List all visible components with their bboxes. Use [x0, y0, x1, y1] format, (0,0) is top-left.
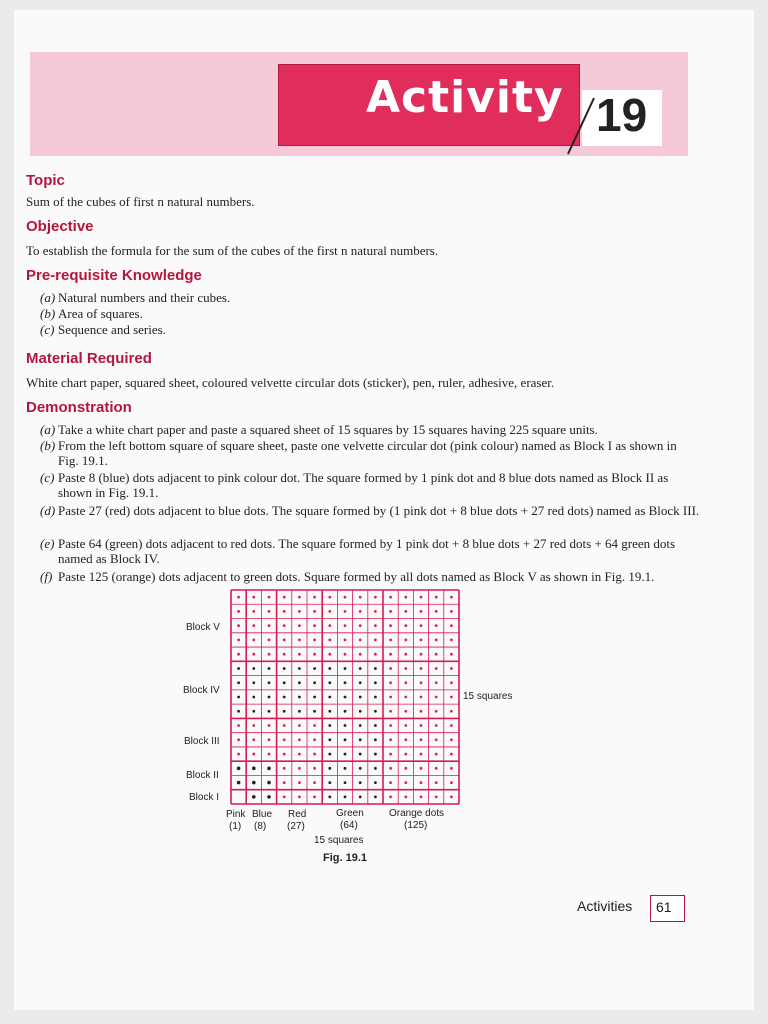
grid-dot — [420, 781, 423, 784]
grid-dot — [450, 667, 453, 670]
grid-dot — [404, 795, 407, 798]
list-item: (c) Paste 8 (blue) dots adjacent to pink colour dot. The square formed by 1 pink dot and 8 blue dots named as Block II as shown in Fig. 19.1. — [40, 470, 669, 500]
grid-dot — [374, 753, 377, 756]
grid-dot — [283, 781, 286, 784]
grid-dot — [268, 753, 271, 756]
grid-dot — [313, 767, 316, 770]
grid-dot — [283, 639, 286, 642]
grid-dot — [283, 624, 286, 627]
grid-dot — [344, 753, 347, 756]
grid-dot — [252, 610, 255, 613]
grid-dot — [313, 696, 316, 699]
grid-dot — [404, 624, 407, 627]
grid-dot — [313, 795, 316, 798]
grid-dot — [450, 596, 453, 599]
grid-dot — [435, 667, 438, 670]
grid-dot — [435, 753, 438, 756]
grid-dot — [435, 624, 438, 627]
objective-text: To establish the formula for the sum of the cubes of the first n natural numbers. — [26, 243, 439, 258]
color-count: (125) — [404, 820, 428, 831]
grid-dot — [404, 639, 407, 642]
grid-dot — [450, 653, 453, 656]
list-item: (c) Sequence and series. — [40, 322, 166, 337]
grid-dot — [374, 696, 377, 699]
grid-dot — [237, 724, 240, 727]
grid-dot — [404, 753, 407, 756]
grid-dot — [328, 639, 331, 642]
list-item: (b) From the left bottom square of square sheet, paste one velvette circular dot (pink colour) named as Block I as shown in Fig. 19.1. — [40, 438, 677, 468]
grid-dot — [359, 639, 362, 642]
material-heading: Material Required — [26, 350, 152, 367]
grid-dot — [283, 610, 286, 613]
grid-dot — [344, 738, 347, 741]
grid-dot — [344, 724, 347, 727]
grid-dot — [404, 681, 407, 684]
grid-dot — [328, 653, 331, 656]
grid-dot — [435, 724, 438, 727]
grid-dot — [252, 767, 256, 771]
grid-dot — [374, 710, 377, 713]
grid-dot — [374, 738, 377, 741]
grid-dot — [237, 781, 241, 785]
grid-dot — [237, 639, 240, 642]
grid-dot — [283, 667, 286, 670]
grid-dot — [404, 724, 407, 727]
block-label: Block I — [189, 792, 220, 803]
grid-dot — [328, 596, 331, 599]
grid-dot — [389, 696, 392, 699]
grid-dot — [374, 610, 377, 613]
activity-title: Activity — [366, 72, 564, 123]
grid-dot — [328, 753, 331, 756]
color-label: Green — [336, 808, 364, 819]
page-number: 61 — [656, 899, 672, 915]
grid-dot — [268, 710, 271, 713]
grid-dot — [359, 753, 362, 756]
grid-dot — [298, 710, 301, 713]
list-item: (e) Paste 64 (green) dots adjacent to red dots. The square formed by 1 pink dot + 8 blue dots + 27 red dots + 64 green dots named as Block IV. — [40, 536, 676, 566]
grid-dot — [237, 610, 240, 613]
grid-dot — [374, 767, 377, 770]
grid-dot — [252, 696, 255, 699]
grid-dot — [374, 639, 377, 642]
grid-dot — [328, 667, 331, 670]
block-label: Block V — [186, 622, 220, 633]
list-item: (f) Paste 125 (orange) dots adjacent to green dots. Square formed by all dots named as Block V as shown in Fig. 19.1. — [40, 569, 655, 584]
grid-dot — [359, 653, 362, 656]
grid-dot — [450, 681, 453, 684]
grid-dot — [389, 781, 392, 784]
grid-dot — [328, 710, 331, 713]
grid-dot — [404, 667, 407, 670]
grid-dot — [389, 710, 392, 713]
grid-dot — [283, 738, 286, 741]
grid-dot — [404, 596, 407, 599]
grid-dot — [267, 795, 271, 799]
grid-dot — [374, 724, 377, 727]
grid-dot — [389, 738, 392, 741]
grid-dot — [268, 738, 271, 741]
grid-dot — [252, 667, 255, 670]
grid-dot — [252, 596, 255, 599]
grid-dot — [359, 596, 362, 599]
color-count: (8) — [254, 821, 267, 832]
grid-dot — [374, 795, 377, 798]
grid-dot — [252, 639, 255, 642]
grid-dot — [435, 681, 438, 684]
grid-dot — [328, 724, 331, 727]
grid-dot — [450, 610, 453, 613]
grid-dot — [420, 795, 423, 798]
grid-dot — [298, 795, 301, 798]
footer-label: Activities — [577, 898, 633, 914]
grid-dot — [359, 610, 362, 613]
grid-dot — [344, 610, 347, 613]
grid-dot — [389, 767, 392, 770]
bottom-axis-label: 15 squares — [314, 835, 364, 846]
grid-dot — [283, 696, 286, 699]
grid-dot — [389, 681, 392, 684]
grid-dot — [389, 610, 392, 613]
grid-dot — [420, 724, 423, 727]
grid-dot — [298, 738, 301, 741]
grid-dot — [404, 738, 407, 741]
grid-dot — [450, 696, 453, 699]
grid-dot — [359, 681, 362, 684]
grid-dot — [313, 653, 316, 656]
activity-number: 19 — [596, 89, 648, 141]
grid-dot — [359, 624, 362, 627]
color-label: Orange dots — [389, 808, 445, 819]
grid-dot — [237, 624, 240, 627]
grid-dot — [328, 738, 331, 741]
grid-dot — [328, 624, 331, 627]
grid-dot — [237, 681, 240, 684]
grid-dot — [420, 596, 423, 599]
grid-dot — [252, 738, 255, 741]
grid-dot — [435, 710, 438, 713]
grid-dot — [359, 724, 362, 727]
grid-dot — [344, 639, 347, 642]
grid-dot — [435, 639, 438, 642]
topic-text: Sum of the cubes of first n natural numbers. — [26, 194, 255, 209]
list-item: (b) Area of squares. — [40, 306, 143, 321]
grid-dot — [420, 710, 423, 713]
grid-dot — [313, 610, 316, 613]
grid-dot — [450, 767, 453, 770]
grid-dot — [252, 624, 255, 627]
grid-dot — [252, 781, 256, 785]
grid-dot — [298, 781, 301, 784]
color-label: Pink — [226, 809, 246, 820]
grid-dot — [283, 767, 286, 770]
grid-dot — [237, 596, 240, 599]
prerequisite-heading: Pre-requisite Knowledge — [26, 267, 202, 284]
grid-dot — [268, 624, 271, 627]
grid-dot — [283, 753, 286, 756]
grid-dot — [283, 795, 286, 798]
grid-dot — [328, 781, 331, 784]
grid-dot — [389, 724, 392, 727]
topic-heading: Topic — [26, 172, 65, 189]
grid-dot — [237, 767, 241, 771]
grid-dot — [283, 653, 286, 656]
grid-dot — [450, 753, 453, 756]
grid-dot — [404, 767, 407, 770]
grid-dot — [344, 681, 347, 684]
grid-dot — [268, 724, 271, 727]
grid-dot — [237, 753, 240, 756]
grid-dot — [450, 724, 453, 727]
grid-dot — [359, 696, 362, 699]
grid-dot — [328, 681, 331, 684]
objective-heading: Objective — [26, 218, 94, 235]
grid-dot — [298, 753, 301, 756]
grid-dot — [359, 767, 362, 770]
grid-dot — [359, 738, 362, 741]
grid-dot — [404, 710, 407, 713]
grid-dot — [313, 596, 316, 599]
grid-dot — [389, 639, 392, 642]
grid-dot — [344, 596, 347, 599]
grid-dot — [313, 624, 316, 627]
grid-dot — [237, 710, 240, 713]
grid-dot — [389, 624, 392, 627]
grid-dot — [313, 681, 316, 684]
grid-dot — [328, 767, 331, 770]
grid-dot — [268, 653, 271, 656]
grid-dot — [252, 681, 255, 684]
grid-dot — [374, 781, 377, 784]
material-text: White chart paper, squared sheet, coloured velvette circular dots (sticker), pen, ruler, adhesive, eraser. — [26, 375, 555, 390]
grid-dot — [298, 610, 301, 613]
grid-dot — [420, 667, 423, 670]
color-label: Red — [288, 809, 307, 820]
grid-dot — [404, 696, 407, 699]
grid-dot — [268, 696, 271, 699]
grid-dot — [450, 738, 453, 741]
slash-divider — [566, 96, 596, 156]
grid-dot — [420, 639, 423, 642]
grid-dot — [435, 795, 438, 798]
grid-dot — [298, 624, 301, 627]
grid-dot — [283, 724, 286, 727]
grid-dot — [313, 667, 316, 670]
grid-dot — [298, 596, 301, 599]
grid-dot — [435, 767, 438, 770]
grid-dot — [237, 667, 240, 670]
color-label: Blue — [252, 809, 273, 820]
grid-dot — [389, 753, 392, 756]
grid-dot — [313, 724, 316, 727]
grid-dot — [359, 710, 362, 713]
grid-dot — [389, 667, 392, 670]
grid-dot — [420, 610, 423, 613]
grid-dot — [435, 696, 438, 699]
grid-dot — [389, 596, 392, 599]
grid-dot — [450, 624, 453, 627]
right-axis-label: 15 squares — [463, 691, 513, 702]
grid-dot — [267, 781, 271, 785]
grid-dot — [268, 610, 271, 613]
grid-dot — [420, 738, 423, 741]
grid-dot — [237, 696, 240, 699]
grid-dot — [374, 681, 377, 684]
grid-dot — [359, 781, 362, 784]
list-item: (d) Paste 27 (red) dots adjacent to blue dots. The square formed by (1 pink dot + 8 blue dots + 27 red dots) named as Block III. — [40, 503, 700, 518]
dot-grid-figure — [230, 589, 460, 805]
color-count: (64) — [340, 820, 358, 831]
grid-dot — [404, 610, 407, 613]
grid-dot — [344, 795, 347, 798]
block-label: Block III — [184, 736, 220, 747]
grid-dot — [283, 596, 286, 599]
grid-dot — [450, 639, 453, 642]
grid-dot — [435, 738, 438, 741]
list-item: (a) Natural numbers and their cubes. — [40, 290, 231, 305]
grid-dot — [450, 795, 453, 798]
grid-dot — [267, 767, 271, 771]
grid-dot — [420, 696, 423, 699]
grid-dot — [344, 781, 347, 784]
grid-dot — [268, 681, 271, 684]
grid-dot — [420, 624, 423, 627]
block-label: Block IV — [183, 685, 220, 696]
grid-dot — [252, 724, 255, 727]
grid-dot — [237, 653, 240, 656]
grid-dot — [298, 639, 301, 642]
grid-dot — [450, 710, 453, 713]
grid-dot — [298, 681, 301, 684]
grid-dot — [328, 795, 331, 798]
grid-dot — [435, 610, 438, 613]
grid-dot — [435, 653, 438, 656]
grid-dot — [374, 667, 377, 670]
grid-dot — [404, 781, 407, 784]
grid-dot — [328, 696, 331, 699]
grid-dot — [374, 596, 377, 599]
grid-dot — [298, 767, 301, 770]
grid-dot — [283, 681, 286, 684]
grid-dot — [313, 781, 316, 784]
grid-dot — [374, 653, 377, 656]
color-count: (27) — [287, 821, 305, 832]
grid-dot — [420, 767, 423, 770]
grid-dot — [374, 624, 377, 627]
grid-dot — [450, 781, 453, 784]
grid-dot — [298, 667, 301, 670]
grid-dot — [435, 596, 438, 599]
grid-dot — [268, 639, 271, 642]
grid-dot — [420, 653, 423, 656]
grid-dot — [404, 653, 407, 656]
grid-dot — [344, 710, 347, 713]
grid-dot — [252, 710, 255, 713]
list-item: (a) Take a white chart paper and paste a squared sheet of 15 squares by 15 squares having 225 square units. — [40, 422, 598, 437]
grid-dot — [359, 795, 362, 798]
grid-dot — [298, 724, 301, 727]
grid-dot — [313, 710, 316, 713]
grid-dot — [344, 696, 347, 699]
grid-dot — [268, 667, 271, 670]
grid-dot — [344, 653, 347, 656]
grid-dot — [328, 610, 331, 613]
grid-dot — [359, 667, 362, 670]
grid-dot — [420, 681, 423, 684]
grid-dot — [313, 753, 316, 756]
grid-dot — [344, 667, 347, 670]
color-count: (1) — [229, 821, 242, 832]
grid-dot — [268, 596, 271, 599]
grid-dot — [252, 753, 255, 756]
grid-dot — [313, 738, 316, 741]
grid-dot — [252, 653, 255, 656]
grid-dot — [298, 696, 301, 699]
demonstration-heading: Demonstration — [26, 399, 132, 416]
grid-dot — [389, 795, 392, 798]
grid-dot — [252, 795, 256, 799]
grid-dot — [298, 653, 301, 656]
grid-dot — [435, 781, 438, 784]
block-label: Block II — [186, 770, 219, 781]
grid-dot — [420, 753, 423, 756]
grid-dot — [237, 738, 240, 741]
grid-dot — [283, 710, 286, 713]
grid-dot — [389, 653, 392, 656]
grid-dot — [313, 639, 316, 642]
grid-dot — [344, 624, 347, 627]
grid-dot — [344, 767, 347, 770]
figure-caption: Fig. 19.1 — [323, 852, 368, 864]
